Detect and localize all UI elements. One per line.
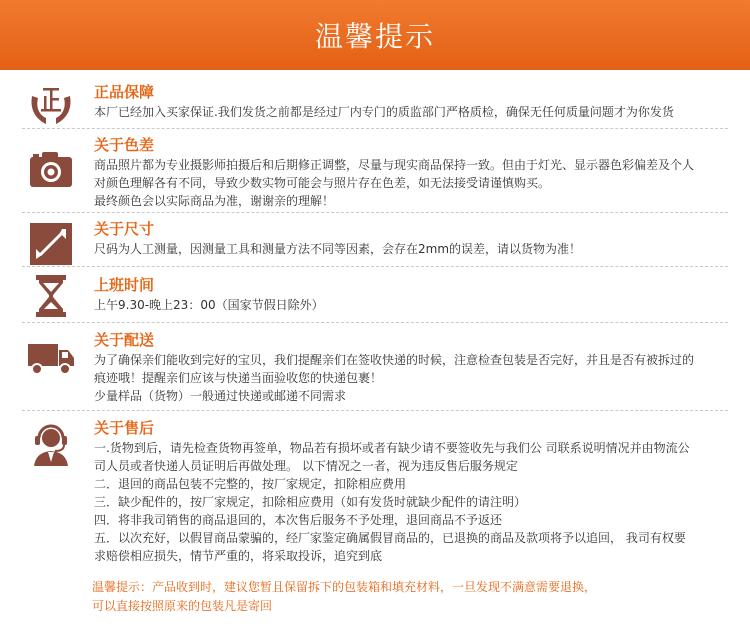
divider: [22, 212, 728, 213]
section-title: 关于配送: [94, 331, 155, 349]
section-size: [0, 219, 750, 263]
hourglass-icon: [26, 271, 76, 321]
notice-line: 温馨提示：产品收到时，建议您暂且保留拆下的包装箱和填充材料，一旦发现不满意需要退换，: [92, 580, 597, 594]
section-title: 关于尺寸: [94, 220, 155, 238]
page-title: 温馨提示: [314, 20, 435, 53]
section-line: 五．以次充好，以假冒商品蒙骗的，经厂家鉴定确属假冒商品的，已退换的商品及款项将予以追回， 我司有权要: [94, 531, 686, 545]
camera-icon: [26, 145, 76, 195]
section-line: 痕迹哦！提醒亲们应该与快递当面验收您的快递包裹！: [94, 371, 383, 385]
divider: [22, 322, 728, 323]
measure-arrow-icon: [26, 219, 76, 269]
section-body: [94, 296, 740, 314]
notice-line: 可以直接按照原来的包装凡是寄回: [92, 599, 273, 613]
section-line: 求赔偿相应损失，情节严重的，将采取投诉，追究到底: [94, 549, 383, 563]
section-body: [94, 156, 740, 210]
section-body: [94, 351, 740, 405]
section-line: 上午9.30-晚上23：00（国家节假日除外）: [94, 298, 324, 312]
divider: [22, 128, 728, 129]
section-delivery: [0, 330, 750, 410]
divider: [22, 410, 728, 411]
warm-notice: [92, 578, 732, 616]
section-title: 上班时间: [94, 276, 155, 294]
page-header: [0, 0, 750, 70]
hands-zheng-icon: [26, 80, 76, 130]
section-color-difference: [0, 135, 750, 210]
section-title: 正品保障: [94, 83, 155, 101]
section-line: 商品照片都为专业摄影师拍摄后和后期修正调整，尽量与现实商品保持一致。但由于灯光、显示器色彩偏差及个人: [94, 158, 695, 172]
section-title: 关于售后: [94, 419, 155, 437]
section-line: 司人员或者快递人员证明后再做处理。 以下情况之一者，视为违反售后服务规定: [94, 459, 518, 473]
truck-icon: [26, 332, 76, 382]
section-line: 四．将非我司销售的商品退回的，本次售后服务不予处理，退回商品不予返还: [94, 513, 503, 527]
section-authentic: [0, 82, 750, 126]
section-line: 尺码为人工测量，因测量工具和测量方法不同等因素，会存在2mm的误差，请以货物为准！: [94, 242, 582, 256]
section-title: 关于色差: [94, 136, 155, 154]
section-line: 对颜色理解各有不同，导致少数实物可能会与照片存在色差，如无法接受请谨慎购买。: [94, 176, 551, 190]
section-line: 三．缺少配件的，按厂家规定，扣除相应费用（如有发货时就缺少配件的请注明）: [94, 495, 527, 509]
section-body: [94, 103, 740, 121]
divider: [22, 266, 728, 267]
section-line: 二．退回的商品包装不完整的，按厂家规定，扣除相应费用: [94, 477, 407, 491]
section-after-sales: [0, 418, 750, 568]
section-body: [94, 439, 740, 565]
section-line: 一.货物到后，请先检查货物再签单，物品若有损坏或者有缺少请不要签收先与我们公 司联系说明情况并由物流公: [94, 441, 690, 455]
section-working-hours: [0, 275, 750, 319]
section-line: 为了确保亲们能收到完好的宝贝，我们提醒亲们在签收快递的时候，注意检查包装是否完好，并且是否有被拆过的: [94, 353, 695, 367]
section-body: [94, 240, 740, 258]
section-line: 少量样品（货物）一般通过快递或邮递不同需求: [94, 389, 347, 403]
customer-service-icon: [26, 418, 76, 468]
section-line: 本厂已经加入买家保证.我们发货之前都是经过厂内专门的质监部门严格质检，确保无任何质量问题才为你发货: [94, 105, 674, 119]
section-line: 最终颜色会以实际商品为准，谢谢亲的理解！: [94, 194, 335, 208]
